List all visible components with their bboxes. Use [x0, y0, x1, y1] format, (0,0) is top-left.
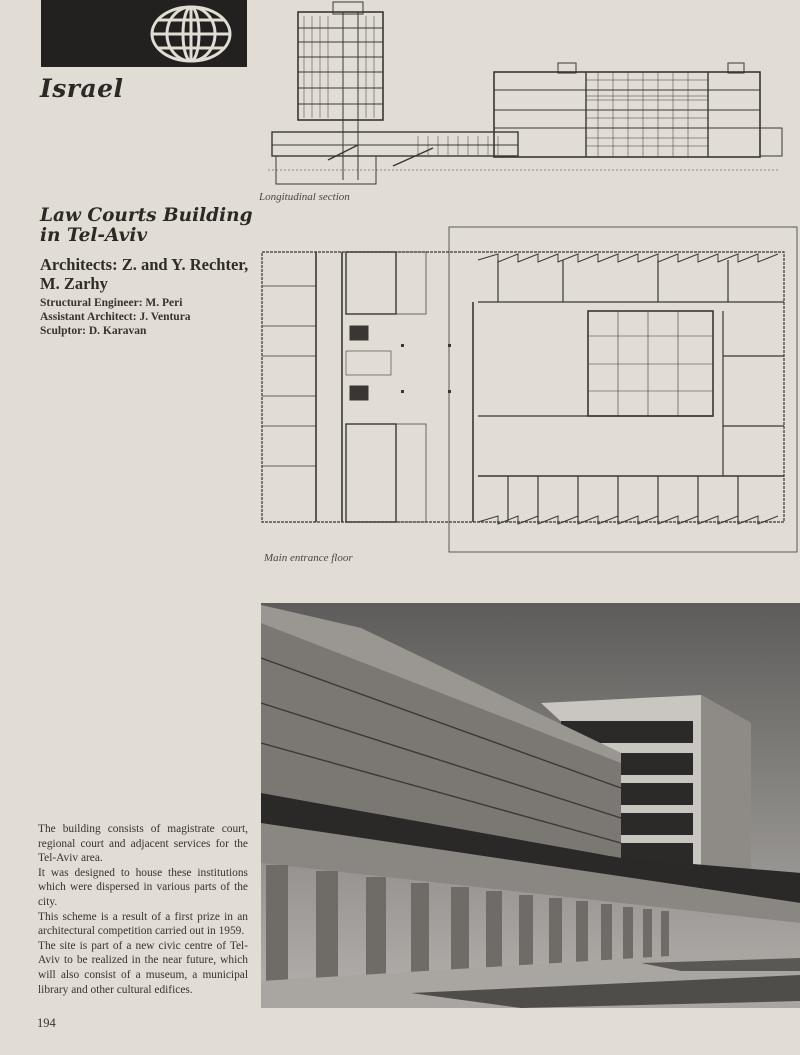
section-caption: Longitudinal section [259, 191, 350, 203]
architects-credit: Architects: Z. and Y. Rechter, M. Zarhy [40, 255, 249, 293]
credit-sculptor: Sculptor: D. Karavan [40, 325, 147, 337]
body-paragraph: It was designed to house these institutions which were dispersed in various parts of the city. [38, 866, 248, 908]
credit-structural-engineer: Structural Engineer: M. Peri [40, 297, 183, 309]
credits-list [40, 296, 260, 338]
page-number: 194 [37, 1016, 56, 1030]
body-paragraph: The building consists of magistrate court, regional court and adjacent services for the Tel-Aviv area. [38, 823, 248, 865]
body-paragraph: The site is part of a new civic centre of Tel-Aviv to be realized in the near future, which will also consist of a museum, a municipal library and other cultural edifices. [38, 939, 248, 996]
article-title: Law Courts Building in Tel-Aviv [40, 205, 253, 246]
plan-caption: Main entrance floor [264, 552, 353, 564]
globe-icon [149, 3, 233, 65]
credit-assistant-architect: Assistant Architect: J. Ventura [40, 311, 191, 323]
floor-plan-drawing [258, 226, 800, 554]
longitudinal-section-drawing [268, 0, 788, 190]
building-photograph [261, 603, 800, 1008]
article-body [38, 822, 248, 997]
building-photo-illustration [261, 603, 800, 1008]
globe-emblem-box [41, 0, 247, 67]
country-heading: Israel [40, 74, 124, 103]
body-paragraph: This scheme is a result of a first prize in an architectural competition carried out in 1959. [38, 910, 248, 938]
